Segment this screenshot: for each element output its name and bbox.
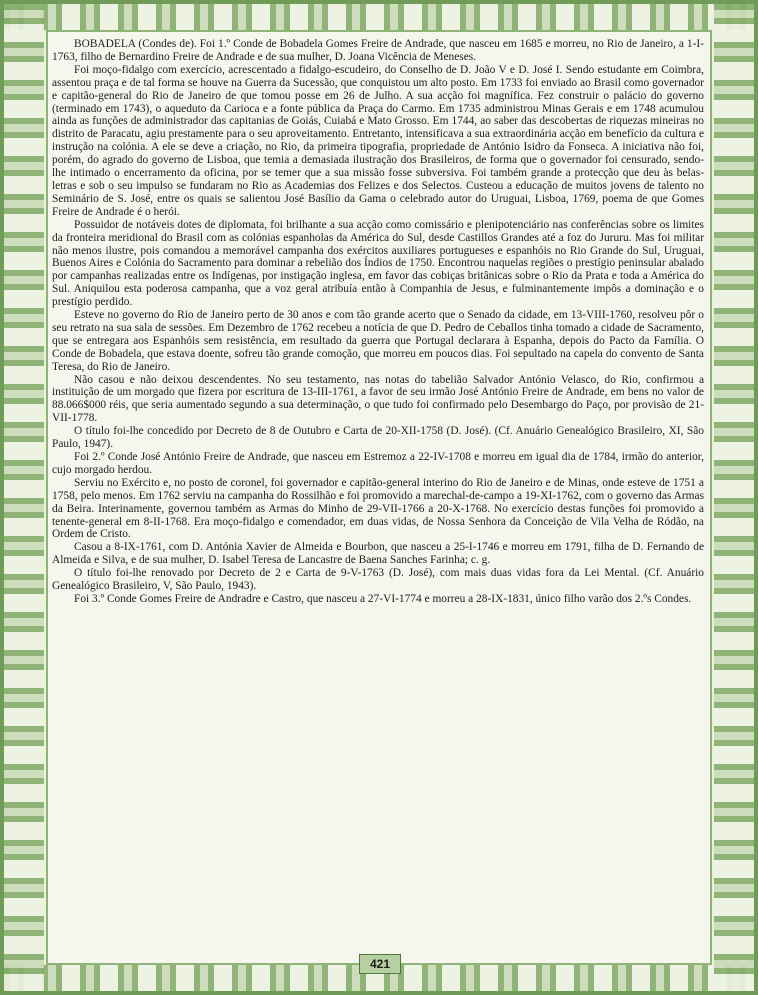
paragraph: Esteve no governo do Rio de Janeiro perto de 30 anos e com tão grande acerto que o Senado da cidade, em 13-VIII-1760, resolveu pôr o seu retrato na sua sala de sessões. Em Dezembro de 1762 recebeu a notícia de que D. Pedro de Ceballos tinha tomado a cidade de Sacramento, que se entregara aos Espanhóis sem resistência, em resultado da guerra que Portugal declarara à Espanha, depois do Pacto da Família. O Conde de Bobadela, que estava doente, sofreu tão grande comoção, que morreu em poucos dias. Foi sepultado na capela do convento de Santa Teresa, do Rio de Janeiro.	[52, 309, 704, 373]
paragraph: Foi moço-fidalgo com exercício, acrescentado a fidalgo-escudeiro, do Conselho de D. João V e D. José I. Sendo estudante em Coimbra, assentou praça e de tal forma se houve na Guerra da Sucessão, que conquistou um alto posto. Em 1733 foi enviado ao Brasil como governador e capitão-general do Rio de Janeiro de que tomou posse em 26 de Julho. A sua acção foi magnífica. Fez construir o palácio do governo (terminado em 1743), o aqueduto da Carioca e a fonte pública da Praça do Carmo. Em 1735 administrou Minas Gerais e em 1748 acumulou ainda as funções de administrador das capitanias de Goiás, Cuiabá e Mato Grosso. Em 1744, ao saber das descobertas de riquezas mineiras no distrito de Paracatu, agiu prestamente para o seu aproveitamento. Entretanto, intensificava a sua extraordinária acção em benefício da cultura e instrução na colónia. A ele se deve a criação, no Rio, da primeira tipografia, propriedade de António Isidro da Fonseca. A iniciativa não foi, porém, do agrado do governo de Lisboa, que temia a demasiada ilustração dos Brasileiros, de forma que o governador foi censurado, sendo-lhe intimado o encerramento da oficina, por se temer que a sua missão fosse subversiva. Foi também grande a protecção que deu às belas-letras e sob o seu impulso se fundaram no Rio as Academias dos Felizes e dos Selectos. Custeou a educação de muitos jovens de talento no Seminário de S. José, entre os quais se salientou José Basílio da Gama o celebrado autor do Uruguai, Lisboa, 1769, poema de que Gomes Freire de Andrade é o herói.	[52, 63, 704, 218]
paragraph: BOBADELA (Condes de). Foi 1.º Conde de Bobadela Gomes Freire de Andrade, que nasceu em 1685 e morreu, no Rio de Janeiro, a 1-I-1763, filho de Bernardino Freire de Andrade e de sua mulher, D. Joana Vicência de Meneses.	[52, 38, 704, 63]
article-body	[52, 38, 704, 606]
paragraph: Casou a 8-IX-1761, com D. Antónia Xavier de Almeida e Bourbon, que nasceu a 25-I-1746 e morreu em 1791, filha de D. Fernando de Almeida e Silva, e de sua mulher, D. Isabel Teresa de Lancastre de Baena Sanches Farinha; c. g.	[52, 541, 704, 567]
border-right-ornament	[714, 4, 754, 991]
border-left-ornament	[4, 4, 44, 991]
paragraph: O título foi-lhe concedido por Decreto de 8 de Outubro e Carta de 20-XII-1758 (D. José). (Cf. Anuário Genealógico Brasileiro, XI, São Paulo, 1947).	[52, 425, 704, 451]
paragraph: Foi 3.º Conde Gomes Freire de Andradre e Castro, que nasceu a 27-VI-1774 e morreu a 28-IX-1831, único filho varão dos 2.ºs Condes.	[74, 592, 692, 605]
paragraph: O título foi-lhe renovado por Decreto de 2 e Carta de 9-V-1763 (D. José), com mais duas vidas fora da Lei Mental. (Cf. Anuário Genealógico Brasileiro, V, São Paulo, 1943).	[52, 567, 704, 593]
paragraph: Foi 2.º Conde José António Freire de Andrade, que nasceu em Estremoz a 22-IV-1708 e morreu em igual dia de 1784, irmão do anterior, cujo morgado herdou.	[52, 451, 704, 476]
paragraph: Serviu no Exército e, no posto de coronel, foi governador e capitão-general interino do Rio de Janeiro e de Minas, onde esteve de 1751 a 1758, pelo menos. Em 1762 serviu na campanha do Rossilhão e foi promovido a marechal-de-campo a 19-XI-1762, com o governo das Armas da Beira. Interinamente, governou também as Armas do Minho de 29-VII-1766 a 20-X-1768. No exercício destas funções foi promovido a tenente-general em 8-II-1768. Era moço-fidalgo e comendador, em duas vidas, de Nossa Senhora da Conceição de Vila Velha de Ródão, na Ordem de Cristo.	[52, 476, 704, 541]
paragraph: Não casou e não deixou descendentes. No seu testamento, nas notas do tabelião Salvador António Velasco, do Rio, confirmou a instituição de um morgado que fizera por escritura de 13-III-1761, a favor de seu irmão José António Freire de Andrade, em bens no valor de 88.066$000 réis, que seria aumentado segundo a sua determinação, o que tudo foi confirmado pelo Desembargo do Paço, por provisão de 21-VII-1778.	[52, 373, 704, 425]
border-top-ornament	[4, 4, 754, 30]
page-number: 421	[359, 954, 401, 974]
paragraph: Possuidor de notáveis dotes de diplomata, foi brilhante a sua acção como comissário e plenipotenciário nas conferências sobre os limites da fronteira meridional do Brasil com as colónias espanholas da América do Sul, desde Castillos Grandes até a foz do Jururu. Mas foi militar não menos ilustre, pois comandou a memorável campanha dos exércitos auxiliares portugueses e espanhóis no Rio Grande do Sul, Uruguai, Buenos Aires e Colónia do Sacramento para dominar a rebelião dos Índios de 1750. Encontrou naquelas regiões o prestígio peninsular abalado por campanhas realizadas entre os Indígenas, por instigação inglesa, em favor das cobiças britânicas sobre o Rio da Prata e toda a América do Sul. Aniquilou esta poderosa campanha, que a voz geral atribuía então à Companhia de Jesus, e fulminantemente impôs a dominação e o prestígio perdido.	[52, 218, 704, 309]
